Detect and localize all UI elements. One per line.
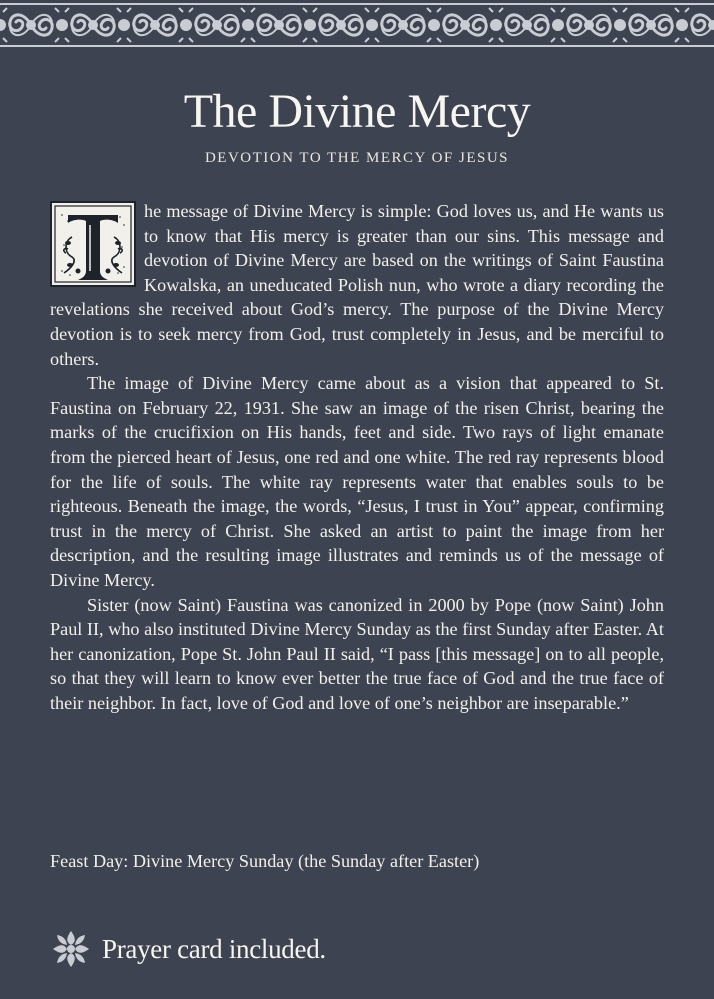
paragraph-2: The image of Divine Mercy came about as a vision that appeared to St. Faustina on February 22, 1931. She saw an image of the risen Christ, bearing the marks of the crucifixion on His hands, feet and side. Two rays of light emanate from the pierced heart of Jesus, one red and one white. The red ray represents blood for the life of souls. The white ray represents water that enables souls to be righteous. Beneath the image, the words, “Jesus, I trust in You” appear, confirming trust in the mercy of Christ. She asked an artist to paint the image from her description, and the resulting image illustrates and reminds us of the message of Divine Mercy.: [50, 373, 664, 590]
decorative-border: [0, 0, 714, 50]
paragraph-1: [50, 199, 664, 371]
scroll-border-icon: [0, 0, 714, 50]
prayer-card-label: Prayer card included.: [102, 933, 326, 964]
paragraph-1-text: he message of Divine Mercy is simple: God loves us, and He wants us to know that His mercy is greater than our sins. This message and devotion of Divine Mercy are based on the writings of Saint Faustina Kowalska, an uneducated Polish nun, who wrote a diary recording the revelations she received about God’s mercy. The purpose of the Divine Mercy devotion is to seek mercy from God, trust completely in Jesus, and be merciful to others.: [50, 201, 664, 369]
paragraph-3: Sister (now Saint) Faustina was canonized in 2000 by Pope (now Saint) John Paul II, who also instituted Divine Mercy Sunday as the first Sunday after Easter. At her canonization, Pope St. John Paul II said, “I pass [this message] on to all people, so that they will learn to know ever better the true face of God and the true face of their neighbor. In fact, love of God and love of one’s neighbor are inseparable.”: [50, 594, 664, 713]
dropcap-t-icon: [50, 201, 136, 287]
footer-note: [50, 927, 326, 971]
article-body: [50, 199, 664, 715]
page-subtitle: DEVOTION TO THE MERCY OF JESUS: [204, 150, 510, 166]
page-title: The Divine Mercy: [183, 85, 531, 138]
feast-day: Feast Day: Divine Mercy Sunday (the Sunday after Easter): [50, 851, 480, 871]
floral-ornament-icon: [50, 928, 92, 970]
